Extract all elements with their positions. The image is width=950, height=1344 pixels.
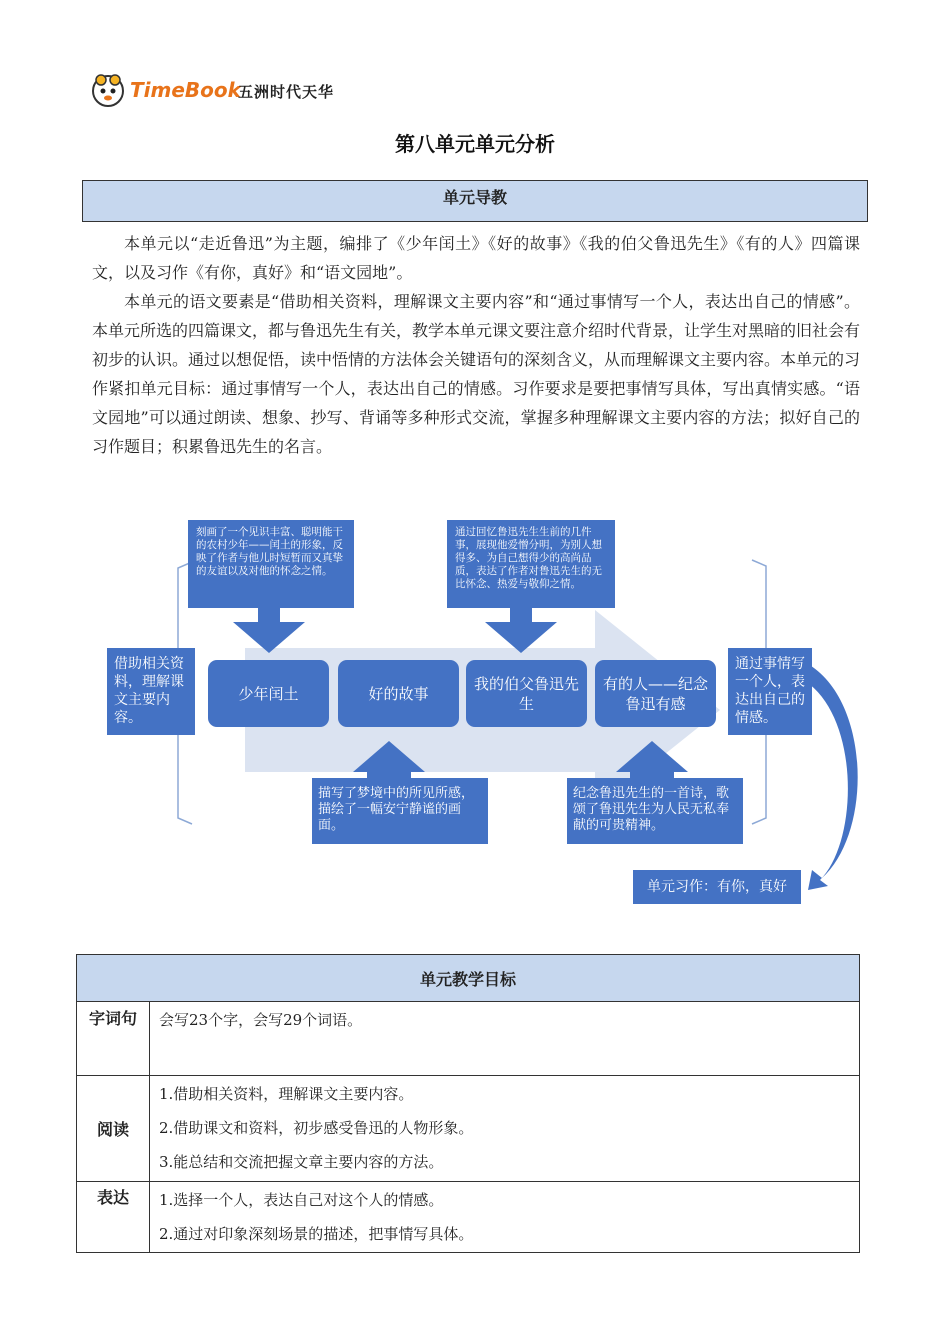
lesson-box-2: 好的故事 bbox=[338, 660, 459, 727]
goal-item: 1.借助相关资料，理解课文主要内容。 bbox=[159, 1085, 414, 1103]
goal-item: 2.通过对印象深刻场景的描述，把事情写具体。 bbox=[159, 1225, 474, 1243]
lesson3-note: 通过回忆鲁迅先生生前的几件事，展现他爱憎分明，为别人想得多、为自己想得少的高尚品质，表达了作者对鲁迅先生的无比怀念、热爱与敬仰之情。 bbox=[447, 520, 615, 608]
logo-mascot-icon bbox=[90, 72, 126, 108]
lesson-box-3: 我的伯父鲁迅先生 bbox=[466, 660, 587, 727]
writing-task-box: 单元习作：有你，真好 bbox=[633, 870, 801, 904]
note1-arrow bbox=[233, 608, 305, 653]
goal-item: 2.借助课文和资料，初步感受鲁迅的人物形象。 bbox=[159, 1119, 474, 1137]
goal-item: 1.选择一个人，表达自己对这个人的情感。 bbox=[159, 1191, 444, 1209]
table-row bbox=[77, 1076, 860, 1182]
goal-category: 字词句 bbox=[77, 1002, 150, 1076]
page-title: 第八单元单元分析 bbox=[395, 132, 555, 156]
intro-paragraph-1: 本单元以“走近鲁迅”为主题，编排了《少年闰土》《好的故事》《我的伯父鲁迅先生》《有的人》四篇课文，以及习作《有你，真好》和“语文园地”。 bbox=[92, 234, 860, 282]
goal-item: 3.能总结和交流把握文章主要内容的方法。 bbox=[159, 1153, 444, 1171]
lesson2-note: 描写了梦境中的所见所感，描绘了一幅安宁静谧的画面。 bbox=[312, 778, 488, 844]
intro-paragraph-2: 本单元的语文要素是“借助相关资料，理解课文主要内容”和“通过事情写一个人，表达出自己的情感”。本单元所选的四篇课文，都与鲁迅先生有关，教学本单元课文要注意介绍时代背景，让学生对黑暗的旧社会有初步的认识。通过以想促悟，读中悟情的方法体会关键语句的深刻含义，从而理解课文主要内容。本单元的习作紧扣单元目标：通过事情写一个人，表达出自己的情感。习作要求是要把事情写具体，写出真情实感。“语文园地”可以通过朗读、想象、抄写、背诵等多种形式交流，掌握多种理解课文主要内容的方法；拟好自己的习作题目；积累鲁迅先生的名言。 bbox=[92, 292, 861, 456]
goal-items bbox=[150, 1076, 860, 1182]
teaching-goals-table bbox=[76, 954, 860, 1253]
logo-chinese-text: 五洲时代天华 bbox=[238, 83, 335, 101]
timebook-logo bbox=[90, 70, 350, 110]
left-goal-label: 借助相关资料，理解课文主要内容。 bbox=[107, 648, 195, 735]
note3-arrow bbox=[485, 608, 557, 653]
unit-diagram bbox=[100, 510, 880, 910]
lesson-box-1: 少年闰土 bbox=[208, 660, 329, 727]
logo-brand-text: TimeBook bbox=[130, 78, 241, 102]
goal-items bbox=[150, 1002, 860, 1076]
goal-items bbox=[150, 1182, 860, 1253]
table-row bbox=[77, 1182, 860, 1253]
lesson-box-4: 有的人——纪念鲁迅有感 bbox=[595, 660, 716, 727]
lesson4-note: 纪念鲁迅先生的一首诗，歌颂了鲁迅先生为人民无私奉献的可贵精神。 bbox=[567, 778, 743, 844]
goals-heading: 单元教学目标 bbox=[77, 955, 860, 1002]
intro-heading: 单元导教 bbox=[82, 180, 868, 222]
goal-category: 阅读 bbox=[77, 1076, 150, 1182]
table-row bbox=[77, 1002, 860, 1076]
goal-item: 会写23个字，会写29个词语。 bbox=[159, 1011, 363, 1029]
lesson1-note: 刻画了一个见识丰富、聪明能干的农村少年——闰土的形象，反映了作者与他儿时短暂而又真挚的友谊以及对他的怀念之情。 bbox=[188, 520, 354, 608]
goal-category: 表达 bbox=[77, 1182, 150, 1253]
right-goal-label: 通过事情写一个人，表达出自己的情感。 bbox=[728, 648, 812, 735]
